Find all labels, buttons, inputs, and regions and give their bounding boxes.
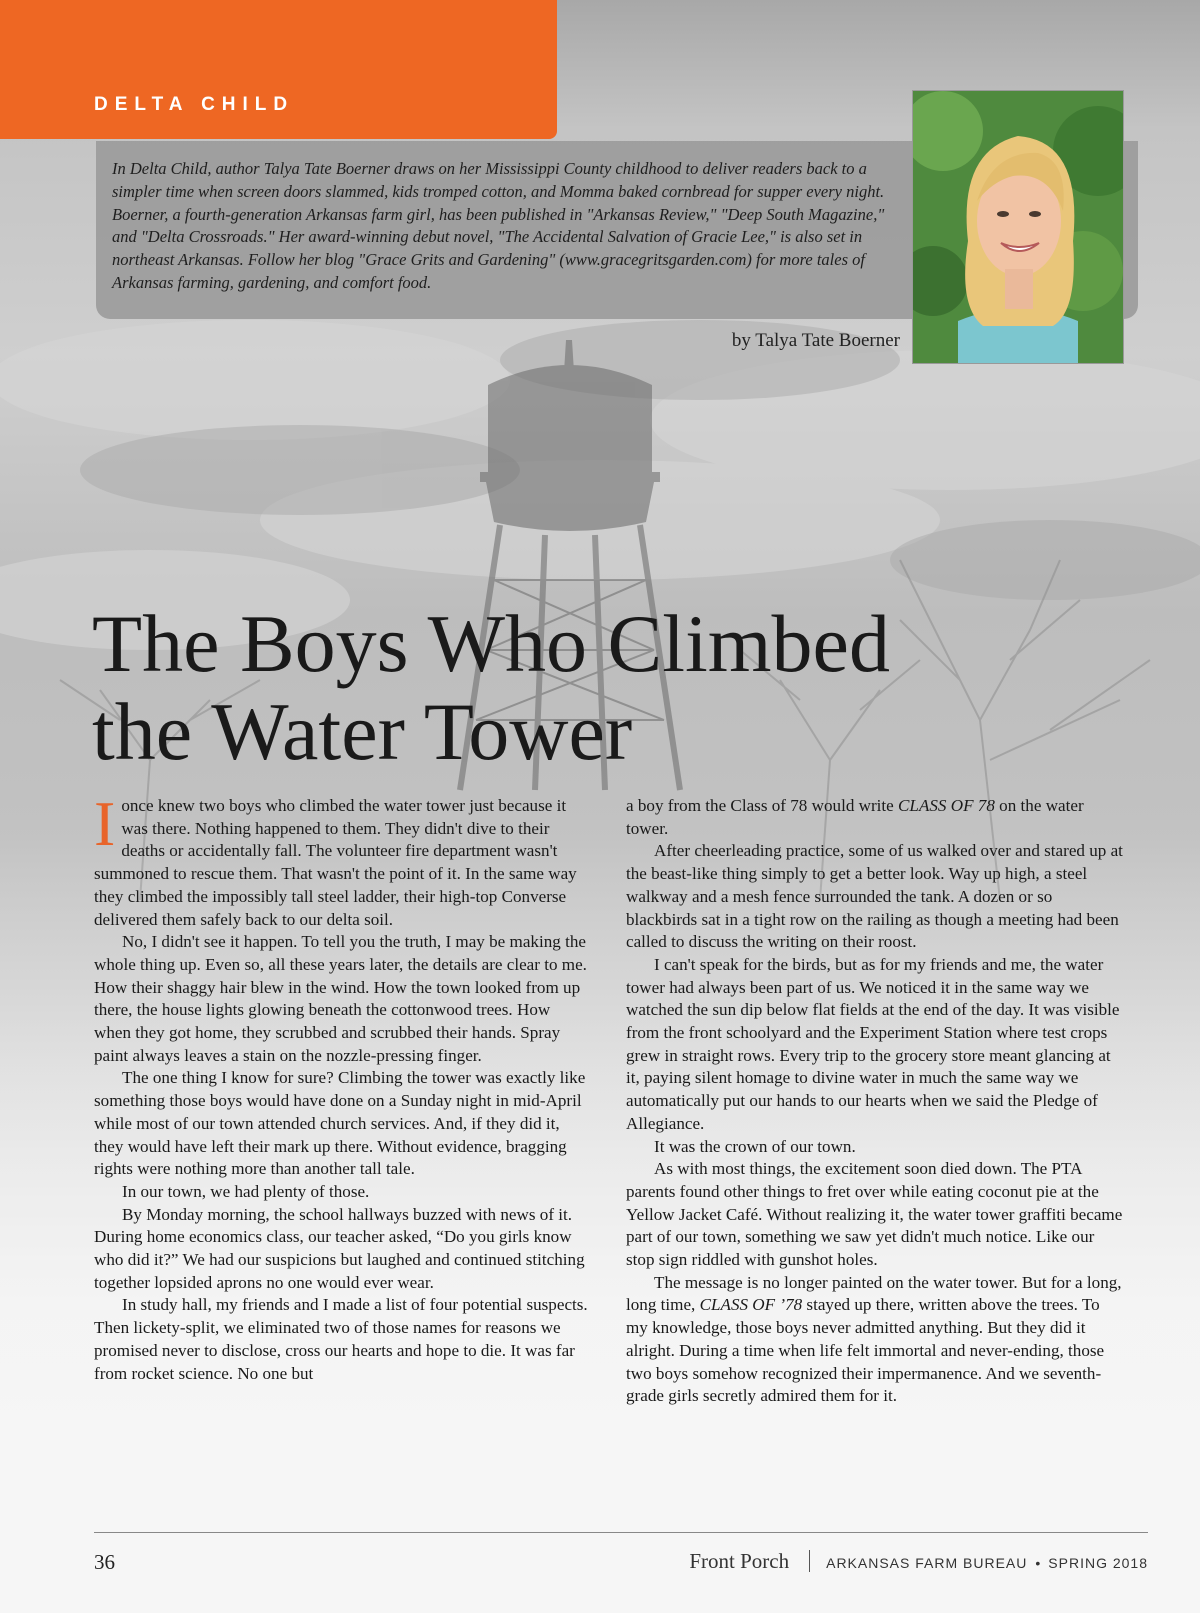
drop-cap: I: [94, 788, 116, 859]
emphasis-text: CLASS OF ’78: [699, 1295, 803, 1315]
article-column-left: [94, 788, 591, 1385]
article-paragraph: [626, 1272, 1123, 1408]
article-paragraph: [626, 795, 1123, 840]
bullet-separator: •: [1035, 1555, 1041, 1571]
byline: by Talya Tate Boerner: [731, 330, 900, 351]
paragraph-text: a boy from the Class of 78 would write: [626, 796, 899, 815]
magazine-name: Front Porch: [689, 1549, 790, 1573]
article-title: [92, 600, 992, 776]
article-paragraph: I can't speak for the birds, but as for my friends and me, the water tower had always been part of us. We noticed it in the same way we watched the sun dip below flat fields at the end of the day. It was visible from the front schoolyard and the Experiment Station where test crops grew in straight rows. Every trip to the grocery store meant glancing at it, paying silent homage to divine water in much the same way we automatically put our hands to our hearts when we said the Pledge of Allegiance.: [626, 954, 1120, 1133]
publisher-name: ARKANSAS FARM BUREAU: [826, 1555, 1028, 1571]
footer-separator-line: [809, 1550, 810, 1572]
article-paragraph: In study hall, my friends and I made a list of four potential suspects. Then lickety-split, we eliminated two of those names for reasons we promised never to disclose, cross our hearts and hope to die. It was far from rocket science. No one but: [94, 1295, 588, 1383]
author-bio-text: In Delta Child, author Talya Tate Boerner draws on her Mississippi County childhood to deliver readers back to a simpler time when screen doors slammed, kids tromped cotton, and Momma baked cornbread for supper every night. Boerner, a fourth-generation Arkansas farm girl, has been published in "Arkansas Review," "Deep South Magazine," and "Delta Crossroads." Her award-winning debut novel, "The Accidental Salvation of Gracie Lee," is also set in northeast Arkansas. Follow her blog "Grace Grits and Gardening" (www.gracegritsgarden.com) for more tales of Arkansas farming, gardening, and comfort food.: [112, 159, 885, 292]
article-column-right: [626, 795, 1123, 1408]
article-paragraph: As with most things, the excitement soon died down. The PTA parents found other things to fret over while eating coconut pie at the Yellow Jacket Café. Without realizing it, the water tower graffiti became part of our town, something we saw yet didn't much notice. Like our stop sign riddled with gunshot holes.: [626, 1159, 1123, 1270]
article-paragraph: After cheerleading practice, some of us walked over and stared up at the beast-like thing simply to get a better look. Way up high, a steel walkway and a mesh fence surrounded the tank. A dozen or so blackbirds sat in a tight row on the railing as though a meeting had been called to discuss the writing on their roost.: [626, 841, 1123, 952]
article-paragraph: The one thing I know for sure? Climbing the tower was exactly like something those boys would have done on a Sunday night in mid-April while most of our town attended church services. And, if they did it, they would have left their mark up there. Without evidence, bragging rights were nothing more than another tall tale.: [94, 1068, 586, 1179]
issue-name: SPRING 2018: [1048, 1555, 1148, 1571]
article-paragraph: [94, 788, 591, 931]
title-line-2: the Water Tower: [92, 686, 633, 777]
article-paragraph: By Monday morning, the school hallways buzzed with news of it. During home economics class, our teacher asked, “Do you girls know who did it?” We had our suspicions but laughed and continued stitching together lopsided aprons no one would ever wear.: [94, 1204, 585, 1292]
section-header-band: [0, 0, 557, 139]
paragraph-text: on the water tower.: [626, 796, 1084, 838]
page-number: 36: [94, 1550, 115, 1574]
article-paragraph: In our town, we had plenty of those.: [122, 1181, 370, 1201]
paragraph-text: The message is no longer painted on the water tower. But for a long, long time,: [626, 1272, 1122, 1315]
paragraph-text: stayed up there, written above the trees. To my knowledge, those boys never admitted anything. But they did it alright. During a time when life felt immortal and never-ending, those two boys somehow recognized their impermanence. And we seventh-grade girls secretly admired them for it.: [626, 1295, 1105, 1406]
footer-publication: [689, 1549, 1148, 1574]
article-paragraph: No, I didn't see it happen. To tell you the truth, I may be making the whole thing up. Even so, all these years later, the details are clear to me. How their shaggy hair blew in the wind. How the town looked from up there, the house lights glowing beneath the cottonwood trees. How when they got home, they scrubbed and scrubbed their hands. Spray paint always leaves a stain on the nozzle-pressing finger.: [94, 932, 587, 1065]
title-line-1: The Boys Who Climbed: [92, 598, 890, 689]
emphasis-text: CLASS OF 78: [898, 796, 995, 815]
footer-divider: [94, 1532, 1148, 1533]
article-paragraph: It was the crown of our town.: [654, 1136, 856, 1156]
paragraph-text: once knew two boys who climbed the water tower just because it was there. Nothing happened to them. They didn't dive to their deaths or accidentally fall. The volunteer fire department wasn't summoned to rescue them. That wasn't the point of it. In the same way they climbed the impossibly tall steel ladder, their high-top Converse delivered them safely back to our delta soil.: [94, 796, 577, 929]
author-photo: [912, 90, 1124, 364]
section-label: DELTA CHILD: [94, 94, 295, 115]
